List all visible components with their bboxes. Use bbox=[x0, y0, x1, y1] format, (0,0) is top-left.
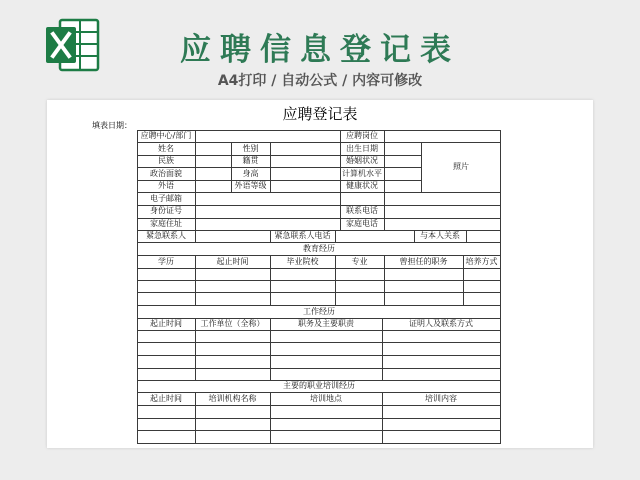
work-col-duties: 职务及主要职责 bbox=[298, 319, 354, 328]
application-form-table bbox=[137, 130, 501, 443]
label-height: 身高 bbox=[242, 169, 259, 178]
label-id-no: 身份证号 bbox=[150, 206, 182, 215]
edu-col-school: 毕业院校 bbox=[286, 257, 319, 266]
edu-col-role: 曾担任的职务 bbox=[399, 257, 448, 266]
label-emergency-phone: 紧急联系人电话 bbox=[274, 231, 331, 240]
train-col-content: 培训内容 bbox=[425, 394, 457, 403]
banner-title: 应聘信息登记表 bbox=[180, 32, 460, 68]
section-training: 主要的职业培训经历 bbox=[283, 381, 355, 390]
label-language: 外语 bbox=[158, 181, 174, 190]
edu-col-major: 专业 bbox=[351, 257, 368, 266]
label-email: 电子邮箱 bbox=[150, 194, 182, 203]
work-col-employer: 工作单位（全称） bbox=[200, 319, 265, 328]
fill-date-label: 填表日期： bbox=[92, 121, 132, 130]
label-home-phone: 家庭电话 bbox=[346, 219, 378, 228]
train-col-period: 起止时间 bbox=[150, 394, 182, 403]
section-education: 教育经历 bbox=[303, 244, 335, 253]
excel-logo-icon bbox=[44, 18, 100, 72]
train-col-location: 培训地点 bbox=[310, 394, 342, 403]
label-birth: 出生日期 bbox=[346, 144, 378, 153]
label-phone: 联系电话 bbox=[346, 206, 378, 215]
work-col-reference: 证明人及联系方式 bbox=[409, 319, 473, 328]
label-emergency: 紧急联系人 bbox=[146, 231, 186, 240]
train-col-institution: 培训机构名称 bbox=[208, 394, 257, 403]
label-computer: 计算机水平 bbox=[342, 169, 382, 178]
section-work: 工作经历 bbox=[303, 307, 335, 316]
label-ethnicity: 民族 bbox=[158, 156, 174, 165]
banner-subtitle: A4打印 / 自动公式 / 内容可修改 bbox=[217, 73, 423, 89]
form-title: 应聘登记表 bbox=[282, 105, 358, 123]
label-dept: 应聘中心/部门 bbox=[140, 131, 192, 140]
label-health: 健康状况 bbox=[346, 181, 378, 190]
label-position: 应聘岗位 bbox=[346, 131, 378, 140]
label-address: 家庭住址 bbox=[150, 219, 182, 228]
work-col-period: 起止时间 bbox=[150, 319, 182, 328]
label-gender: 性别 bbox=[242, 144, 259, 153]
label-political: 政治面貌 bbox=[150, 169, 182, 178]
label-photo: 照片 bbox=[453, 162, 469, 171]
edu-col-degree: 学历 bbox=[158, 257, 174, 266]
label-relation: 与本人关系 bbox=[420, 231, 460, 240]
edu-col-mode: 培养方式 bbox=[465, 257, 498, 266]
label-marital: 婚姻状况 bbox=[346, 156, 378, 165]
label-lang-level: 外语等级 bbox=[234, 181, 267, 190]
label-name: 姓名 bbox=[158, 144, 174, 153]
edu-col-period: 起止时间 bbox=[216, 257, 249, 266]
label-native: 籍贯 bbox=[242, 156, 259, 165]
